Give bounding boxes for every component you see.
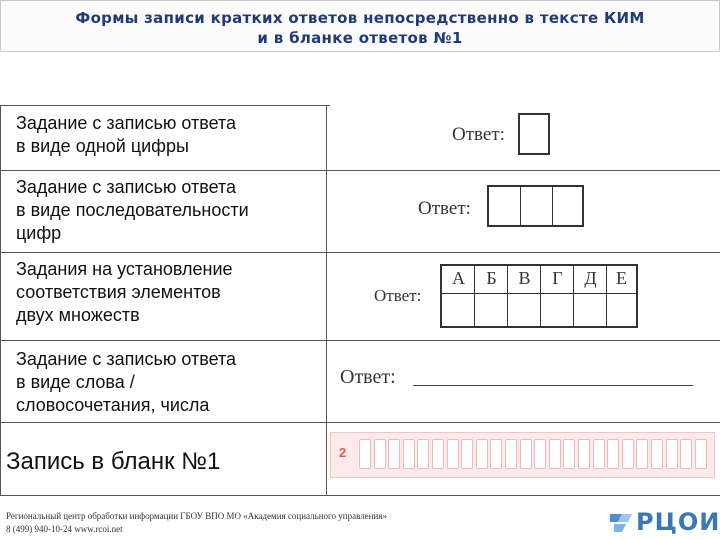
letter-v: В: [518, 268, 531, 288]
blank-cell[interactable]: [680, 439, 692, 469]
row-divider: [0, 252, 720, 253]
blank-cell[interactable]: [695, 439, 707, 469]
footer-contacts: 8 (499) 940-10-24 www.rcoi.net: [6, 524, 123, 534]
blank-cell[interactable]: [563, 439, 575, 469]
title-line-2: и в бланке ответов №1: [257, 29, 463, 47]
field-number: 2: [339, 445, 347, 460]
row-divider: [0, 422, 720, 423]
blank-cell[interactable]: [461, 439, 473, 469]
answer-label: Ответ:: [452, 124, 505, 145]
answer-label: Ответ:: [340, 366, 396, 388]
col-divider: [0, 105, 1, 495]
title-line-1: Формы записи кратких ответов непосредственно в тексте КИМ: [75, 9, 645, 27]
matching-table: [440, 264, 638, 328]
blank-cell[interactable]: [505, 439, 517, 469]
answer-cell[interactable]: [489, 187, 521, 225]
blank-cell[interactable]: [447, 439, 459, 469]
row-divider: [0, 105, 330, 106]
task-digit-sequence: Задание с записью ответа в виде последовательности цифр: [16, 177, 249, 243]
blank-cell[interactable]: [549, 439, 561, 469]
answer-label: Ответ:: [374, 286, 422, 305]
blank-cell[interactable]: [651, 439, 663, 469]
blank-cell[interactable]: [666, 439, 678, 469]
task-matching: Задания на установление соответствия элементов двух множеств: [16, 259, 233, 325]
blank-cell[interactable]: [359, 439, 371, 469]
blank-cell[interactable]: [607, 439, 619, 469]
blank-cell[interactable]: [374, 439, 386, 469]
answer-underline[interactable]: [413, 385, 693, 386]
row-divider: [0, 495, 720, 496]
answer-cell[interactable]: [553, 187, 582, 225]
blank-cell[interactable]: [476, 439, 488, 469]
blank-cell[interactable]: [636, 439, 648, 469]
task-single-digit: Задание с записью ответа в виде одной цифры: [16, 113, 237, 156]
task-word-phrase-number: Задание с записью ответа в виде слова / словосочетания, числа: [16, 349, 237, 415]
slide-title: [0, 0, 720, 52]
rcoi-logo: [608, 508, 720, 536]
blank-cell[interactable]: [490, 439, 502, 469]
footer: [6, 510, 387, 536]
blank-cell[interactable]: [578, 439, 590, 469]
footer-org: Региональный центр обработки информации ГБОУ ВПО МО «Академия социального управления»: [6, 511, 387, 521]
blank-record-label: Запись в бланк №1: [6, 448, 221, 475]
letter-a: А: [452, 268, 465, 288]
row-divider: [0, 170, 720, 171]
answer-cells-group: [487, 185, 584, 227]
logo-text: РЦОИ: [636, 508, 720, 536]
blank-cell[interactable]: [520, 439, 532, 469]
rcoi-logo-icon: [608, 510, 634, 534]
col-divider: [326, 105, 327, 495]
row-divider: [0, 340, 720, 341]
letter-g: Г: [552, 268, 563, 288]
answer-cell[interactable]: [521, 187, 553, 225]
letter-d: Д: [584, 268, 597, 288]
letter-b: Б: [486, 268, 497, 288]
answer-cell[interactable]: [518, 113, 550, 155]
blank-cell[interactable]: [417, 439, 429, 469]
blank-cell[interactable]: [388, 439, 400, 469]
blank-cell[interactable]: [403, 439, 415, 469]
blank-cell[interactable]: [622, 439, 634, 469]
blank-field-strip: [330, 432, 715, 478]
blank-cell[interactable]: [432, 439, 444, 469]
table-row-divider: [442, 293, 636, 294]
answer-label: Ответ:: [418, 198, 471, 219]
letter-e: Е: [616, 268, 627, 288]
blank-cell[interactable]: [593, 439, 605, 469]
blank-cell[interactable]: [534, 439, 546, 469]
